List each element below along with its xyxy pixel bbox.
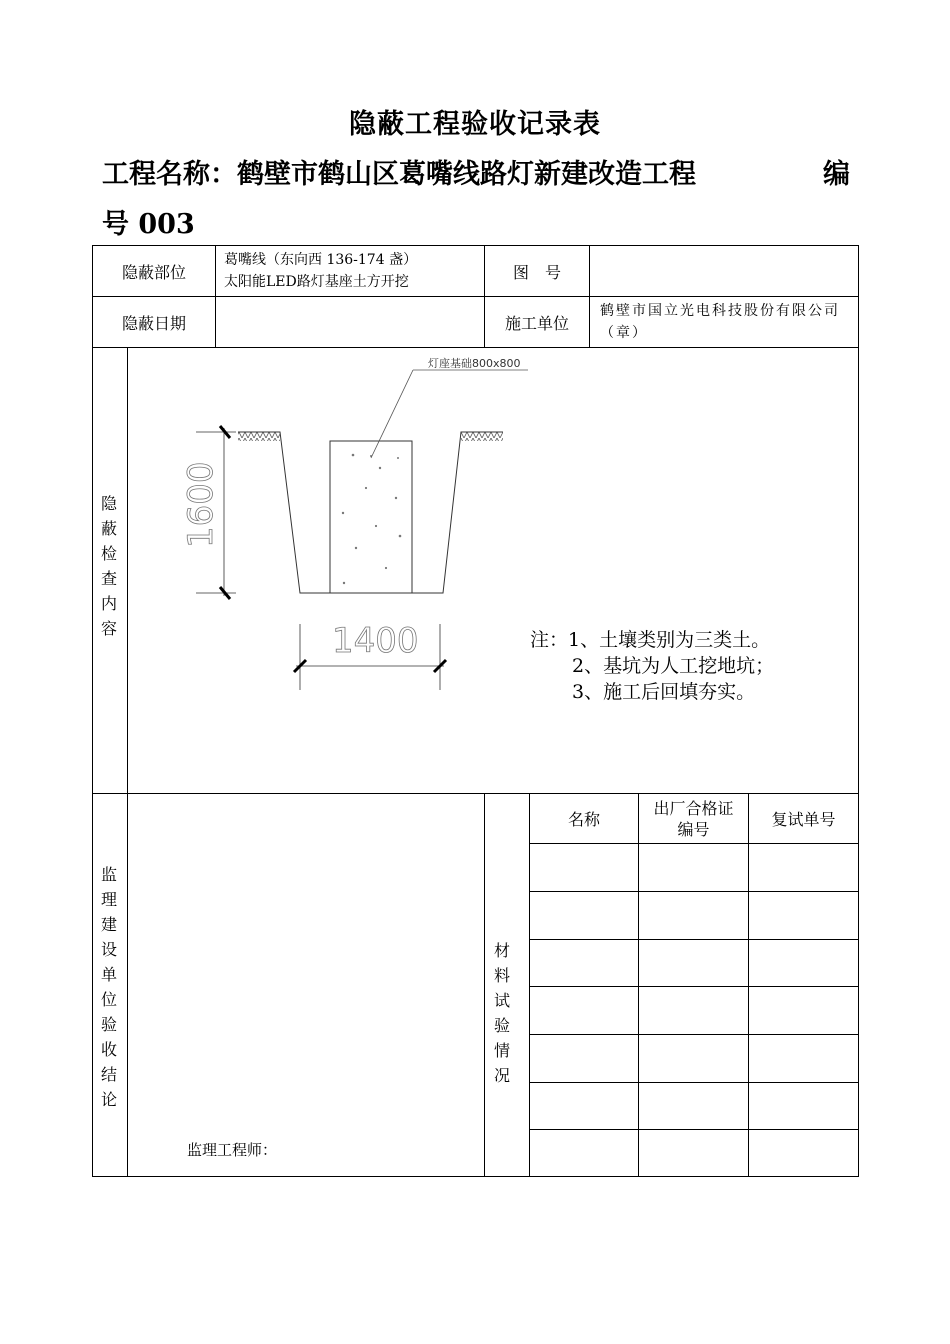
contractor-label: 施工单位 <box>504 313 569 333</box>
drawing-no-label: 图 号 <box>512 262 561 282</box>
materials-header-retest: 复试单号 <box>771 810 836 829</box>
materials-label <box>492 938 512 1088</box>
width-label: 1400 <box>332 621 419 661</box>
note-1: 注：1、土壤类别为三类土。 <box>530 629 771 651</box>
contractor-value: 鹤壁市国立光电科技股份有限公司（章） <box>600 303 840 341</box>
page-title: 隐蔽工程验收记录表 <box>349 109 601 140</box>
materials-label-text: 材 料 试 验 情 况 <box>493 941 510 1085</box>
table-line <box>748 793 749 1177</box>
table-line <box>529 986 859 987</box>
table-line <box>484 793 485 1177</box>
table-border-right <box>858 245 859 1177</box>
table-border-left <box>92 245 93 1177</box>
table-line <box>529 1034 859 1035</box>
table-border-bottom <box>92 1176 859 1177</box>
table-line <box>529 1082 859 1083</box>
date-label: 隐蔽日期 <box>121 313 186 333</box>
table-line <box>529 1129 859 1130</box>
foundation-block <box>330 441 412 593</box>
location-line-1: 葛嘴线（东向西 136-174 盏） <box>224 252 418 268</box>
note-3: 3、施工后回填夯实。 <box>572 681 756 703</box>
project-header <box>102 150 850 250</box>
foundation-drawing <box>128 348 528 693</box>
materials-header-certificate <box>639 794 748 843</box>
inspection-notes <box>530 627 774 705</box>
ground-hatch-right <box>461 432 503 441</box>
ground-hatch-left <box>238 432 280 441</box>
engineer-label: 监理工程师： <box>187 1141 278 1159</box>
table-line <box>529 843 859 844</box>
location-label: 隐蔽部位 <box>121 262 186 282</box>
location-value <box>224 246 482 296</box>
code-label: 编 <box>823 159 850 190</box>
project-name: 工程名称：鹤壁市鹤山区葛嘴线路灯新建改造工程 <box>102 159 696 190</box>
concrete-dots <box>342 454 402 585</box>
certificate-header-line1: 出厂合格证 <box>653 798 734 818</box>
code-value: 号 003 <box>102 209 195 240</box>
supervision-label-text: 监 理 建 设 单 位 验 收 结 论 <box>100 865 117 1109</box>
table-line <box>529 939 859 940</box>
location-line-2: 太阳能LED路灯基座土方开挖 <box>224 274 409 290</box>
materials-header-name: 名称 <box>567 810 600 829</box>
table-line <box>529 891 859 892</box>
date-value <box>216 297 484 347</box>
inspection-label <box>99 491 119 641</box>
table-line <box>638 793 639 1177</box>
note-2: 2、基坑为人工挖地坑； <box>572 655 775 677</box>
inspection-label-text: 隐 蔽 检 查 内 容 <box>100 494 117 638</box>
table-line <box>529 793 530 1177</box>
supervision-label <box>99 862 119 1112</box>
depth-label: 1600 <box>181 461 221 548</box>
certificate-header-line2: 编号 <box>677 819 710 839</box>
leader-line <box>371 370 413 458</box>
foundation-label: 灯座基础800x800 <box>428 357 521 370</box>
drawing-no-value <box>590 246 858 296</box>
